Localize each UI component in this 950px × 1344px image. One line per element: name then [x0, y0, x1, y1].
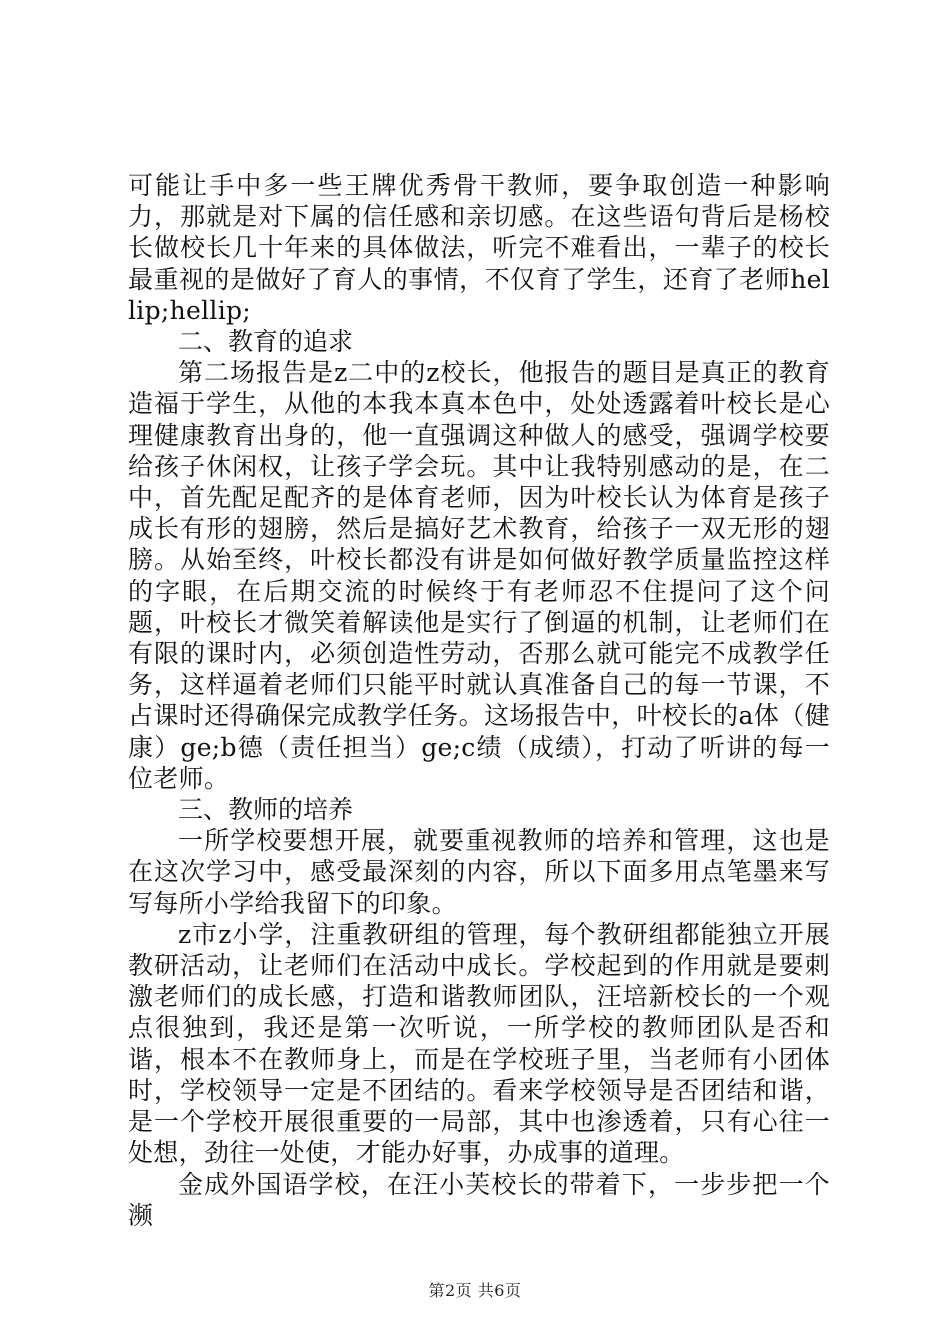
document-body [128, 170, 830, 1231]
section-heading-2: 二、教育的追求 [178, 327, 354, 357]
paragraph-1: 可能让手中多一些王牌优秀骨干教师，要争取创造一种影响力，那就是对下属的信任感和亲切感。在这些语句背后是杨校长做校长几十年来的具体做法，听完不难看出，一辈子的校长最重视的是做好了育人的事情，不仅育了学生，还育了老师hellip;hellip; [128, 171, 830, 325]
paragraph-2: 第二场报告是z二中的z校长，他报告的题目是真正的教育造福于学生，从他的本我本真本色中，处处透露着叶校长是心理健康教育出身的，他一直强调这种做人的感受，强调学校要给孩子休闲权，让孩子学会玩。其中让我特别感动的是，在二中，首先配足配齐的是体育老师，因为叶校长认为体育是孩子成长有形的翅膀，然后是搞好艺术教育，给孩子一双无形的翅膀。从始至终，叶校长都没有讲是如何做好教学质量监控这样的字眼，在后期交流的时候终于有老师忍不住提问了这个问题，叶校长才微笑着解读他是实行了倒逼的机制，让老师们在有限的课时内，必须创造性劳动，否那么就可能完不成教学任务，这样逼着老师们只能平时就认真准备自己的每一节课，不占课时还得确保完成教学任务。这场报告中，叶校长的a体（健康）ge;b德（责任担当）ge;c绩（成绩），打动了听讲的每一位老师。 [128, 358, 830, 793]
paragraph-5: 金成外国语学校，在汪小芙校长的带着下，一步步把一个濒 [128, 1169, 830, 1230]
section-heading-3: 三、教师的培养 [178, 795, 354, 825]
paragraph-3: 一所学校要想开展，就要重视教师的培养和管理，这也是在这次学习中，感受最深刻的内容，所以下面多用点笔墨来写写每所小学给我留下的印象。 [128, 826, 830, 918]
page-footer: 第2页 共6页 [428, 1281, 522, 1300]
paragraph-4: z市z小学，注重教研组的管理，每个教研组都能独立开展教研活动，让老师们在活动中成长。学校起到的作用就是要刺激老师们的成长感，打造和谐教师团队，汪培新校长的一个观点很独到，我还是第一次听说，一所学校的教师团队是否和谐，根本不在教师身上，而是在学校班子里，当老师有小团体时，学校领导一定是不团结的。看来学校领导是否团结和谐，是一个学校开展很重要的一局部，其中也渗透着，只有心往一处想，劲往一处使，才能办好事，办成事的道理。 [128, 919, 830, 1168]
